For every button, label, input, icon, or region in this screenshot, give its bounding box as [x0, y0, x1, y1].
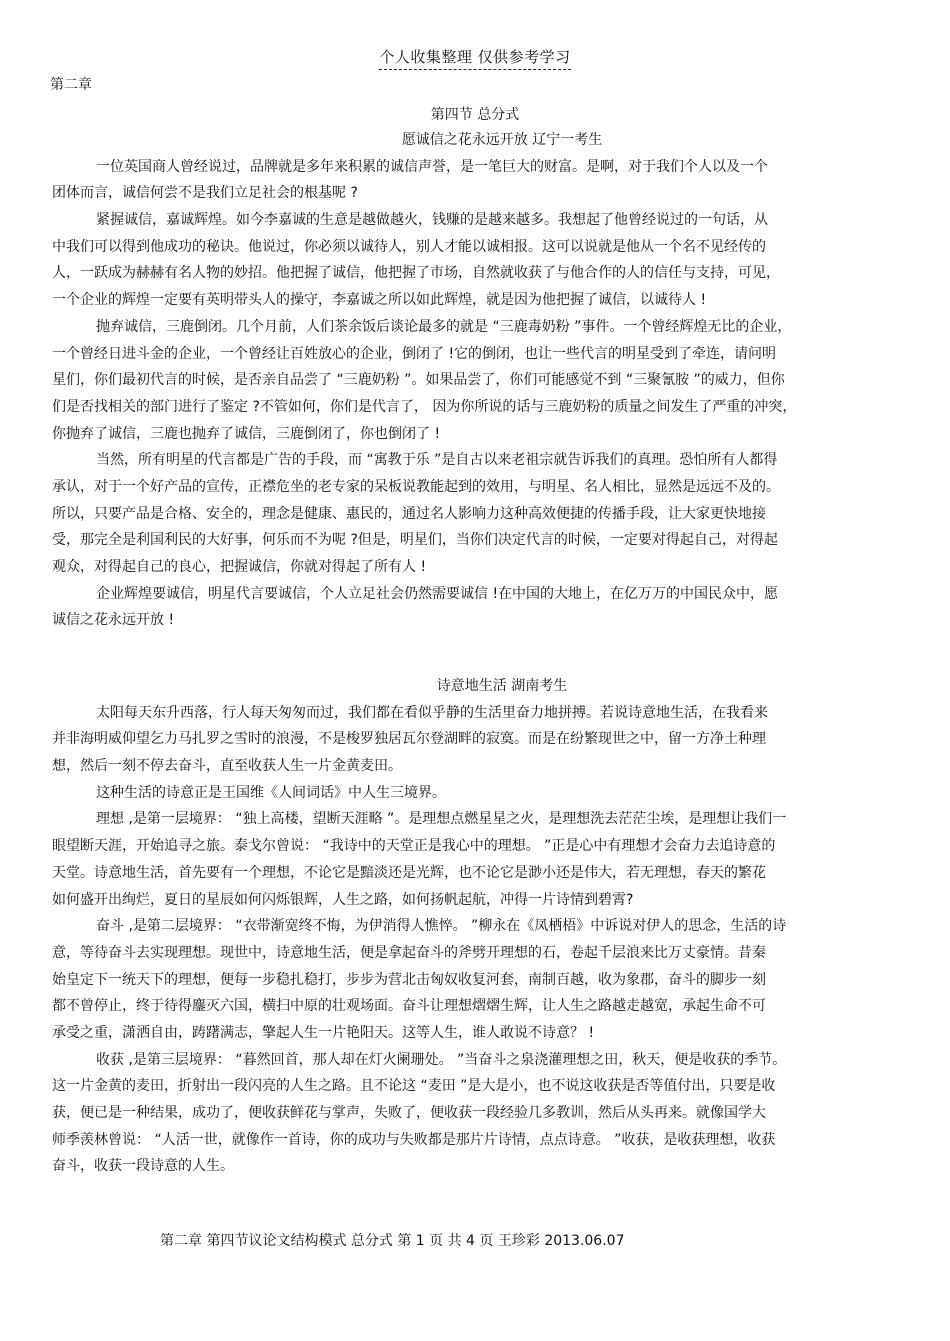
- section-title: 第四节 总分式: [430, 107, 520, 123]
- paragraph-line: 一个曾经日进斗金的企业，一个曾经让百姓放心的企业，倒闭了 !它的倒闭，也让一些代言的明星受到了牵连，请问明: [52, 345, 777, 362]
- page-footer: 第二章 第四节议论文结构模式 总分式 第 1 页 共 4 页 王珍彩 2013.06.07: [160, 1233, 625, 1249]
- paragraph-line: 师季羡林曾说： “人活一世，就像作一首诗，你的成功与失败都是那片片诗情，点点诗意。 ”收获，是收获理想，收获: [52, 1131, 776, 1148]
- paragraph-line: 意，等待奋斗去实现理想。现世中，诗意地生活，便是拿起奋斗的斧劈开理想的石，卷起千层浪来比万丈豪情。昔秦: [52, 944, 766, 961]
- essay-1-title: 愿诚信之花永远开放 辽宁一考生: [401, 132, 603, 148]
- paragraph-line: 你抛弃了诚信，三鹿也抛弃了诚信，三鹿倒闭了，你也倒闭了 !: [52, 425, 441, 442]
- paragraph-line: 诚信之花永远开放 !: [52, 612, 175, 629]
- paragraph-line: 理想 ,是第一层境界： “独上高楼，望断天涯略 ”。是理想点燃星星之火，是理想洗去茫茫尘埃，是理想让我们一: [96, 811, 787, 828]
- header-text: 个人收集整理 仅供参考学习: [379, 46, 570, 70]
- paragraph-line: 所以，只要产品是合格、安全的，理念是健康、惠民的，通过名人影响力这种高效便捷的传播手段，让大家更快地接: [52, 505, 766, 522]
- paragraph-line: 企业辉煌要诚信，明星代言要诚信，个人立足社会仍然需要诚信 !在中国的大地上，在亿万万的中国民众中，愿: [96, 585, 779, 602]
- essay-2: [52, 673, 892, 1180]
- paragraph-line: 天堂。诗意地生活，首先要有一个理想，不论它是黯淡还是光辉，也不论它是渺小还是伟大，若无理想，春天的繁花: [52, 864, 766, 881]
- paragraph-line: 这种生活的诗意正是王国维《人间词话》中人生三境界。: [96, 784, 446, 801]
- paragraph-line: 奋斗 ,是第二层境界： “衣带渐宽终不悔，为伊消得人憔悴。 ”柳永在《凤栖梧》中诉说对伊人的思念，生活的诗: [96, 918, 787, 935]
- paragraph-line: 紧握诚信，嘉诚辉煌。如今李嘉诚的生意是越做越火，钱赚的是越来越多。我想起了他曾经说过的一句话，从: [96, 212, 768, 229]
- paragraph-line: 太阳每天东升西落，行人每天匆匆而过，我们都在看似乎静的生活里奋力地拼搏。若说诗意地生活，在我看来: [96, 704, 768, 721]
- paragraph-line: 始皇定下一统天下的理想，便每一步稳扎稳打，步步为营北击匈奴收复河套，南制百越，收为象郡，奋斗的脚步一刻: [52, 971, 766, 988]
- paragraph-line: 受，那完全是利国利民的大好事，何乐而不为呢 ?但是，明星们，当你们决定代言的时候，一定要对得起自己，对得起: [52, 532, 778, 549]
- paragraph-line: 承认，对于一个好产品的宣传，正襟危坐的老专家的呆板说教能起到的效用，与明星、名人相比，显然是远远不及的。: [52, 478, 780, 495]
- paragraph-line: 中我们可以得到他成功的秘诀。他说过，你必须以诚待人，别人才能以诚相报。这可以说就是他从一个名不见经传的: [52, 238, 766, 255]
- paragraph-line: 人，一跃成为赫赫有名人物的妙招。他把握了诚信，他把握了市场，自然就收获了与他合作的人的信任与支持，可见，: [52, 265, 780, 282]
- chapter-label: 第二章: [50, 77, 92, 93]
- essay-2-title: 诗意地生活 湖南考生: [436, 678, 568, 694]
- paragraph-line: 们是否找相关的部门进行了鉴定 ?不管如何，你们是代言了， 因为你所说的话与三鹿奶粉的质量之间发生了严重的冲突，: [52, 398, 797, 415]
- paragraph-line: 星们，你们最初代言的时候，是否亲自品尝了 “三鹿奶粉 ”。如果品尝了，你们可能感觉不到 “三聚氰胺 ”的威力，但你: [52, 372, 785, 389]
- paragraph-line: 抛弃诚信，三鹿倒闭。几个月前，人们茶余饭后谈论最多的就是 “三鹿毒奶粉 ”事件。一个曾经辉煌无比的企业，: [96, 318, 792, 335]
- paragraph-line: 一位英国商人曾经说过，品牌就是多年来积累的诚信声誉，是一笔巨大的财富。是啊，对于我们个人以及一个: [96, 158, 768, 175]
- paragraph-line: 都不曾停止，终于待得鏖灭六国，横扫中原的壮观场面。奋斗让理想熠熠生辉，让人生之路越走越宽，承起生命不可: [52, 998, 766, 1015]
- paragraph-line: 如何盛开出绚烂，夏日的星辰如何闪烁银辉，人生之路，如何扬帆起航，冲得一片诗情到碧霄?: [52, 891, 634, 908]
- paragraph-line: 承受之重，潇洒自由，踌躇满志，擎起人生一片艳阳天。这等人生，谁人敢说不诗意？ !: [52, 1024, 595, 1041]
- paragraph-line: 眼望断天涯，开始追寻之旅。泰戈尔曾说： “我诗中的天堂正是我心中的理想。 ”正是心中有理想才会奋力去追诗意的: [52, 838, 776, 855]
- paragraph-line: 获，便已是一种结果，成功了，便收获鲜花与掌声，失败了，便收获一段经验几多教训，然后从头再来。就像国学大: [52, 1105, 766, 1121]
- paragraph-line: 收获 ,是第三层境界： “暮然回首，那人却在灯火阑珊处。 ”当奋斗之泉浇灌理想之田，秋天，便是收获的季节。: [96, 1051, 787, 1068]
- paragraph-line: 当然，所有明星的代言都是广告的手段，而 “寓教于乐 ”是自古以来老祖宗就告诉我们的真理。恐怕所有人都得: [96, 452, 778, 469]
- paragraph-line: 这一片金黄的麦田，折射出一段闪亮的人生之路。且不论这 “麦田 ”是大是小，也不说这收获是否等值付出，只要是收: [52, 1078, 776, 1095]
- paragraph-line: 奋斗，收获一段诗意的人生。: [52, 1158, 234, 1175]
- paragraph-line: 一个企业的辉煌一定要有英明带头人的操守，李嘉诚之所以如此辉煌，就是因为他把握了诚信，以诚待人 !: [52, 292, 707, 309]
- paragraph-line: 观众，对得起自己的良心，把握诚信，你就对得起了所有人 !: [52, 559, 427, 575]
- page-header: [0, 46, 950, 70]
- paragraph-line: 想，然后一刻不停去奋斗，直至收获人生一片金黄麦田。: [52, 758, 402, 775]
- paragraph-line: 并非海明威仰望乞力马扎罗之雪时的浪漫，不是梭罗独居瓦尔登湖畔的寂寞。而是在纷繁现世之中，留一方净土种理: [52, 731, 766, 748]
- essay-1: [52, 127, 892, 634]
- paragraph-line: 团体而言，诚信何尝不是我们立足社会的根基呢 ?: [52, 185, 358, 202]
